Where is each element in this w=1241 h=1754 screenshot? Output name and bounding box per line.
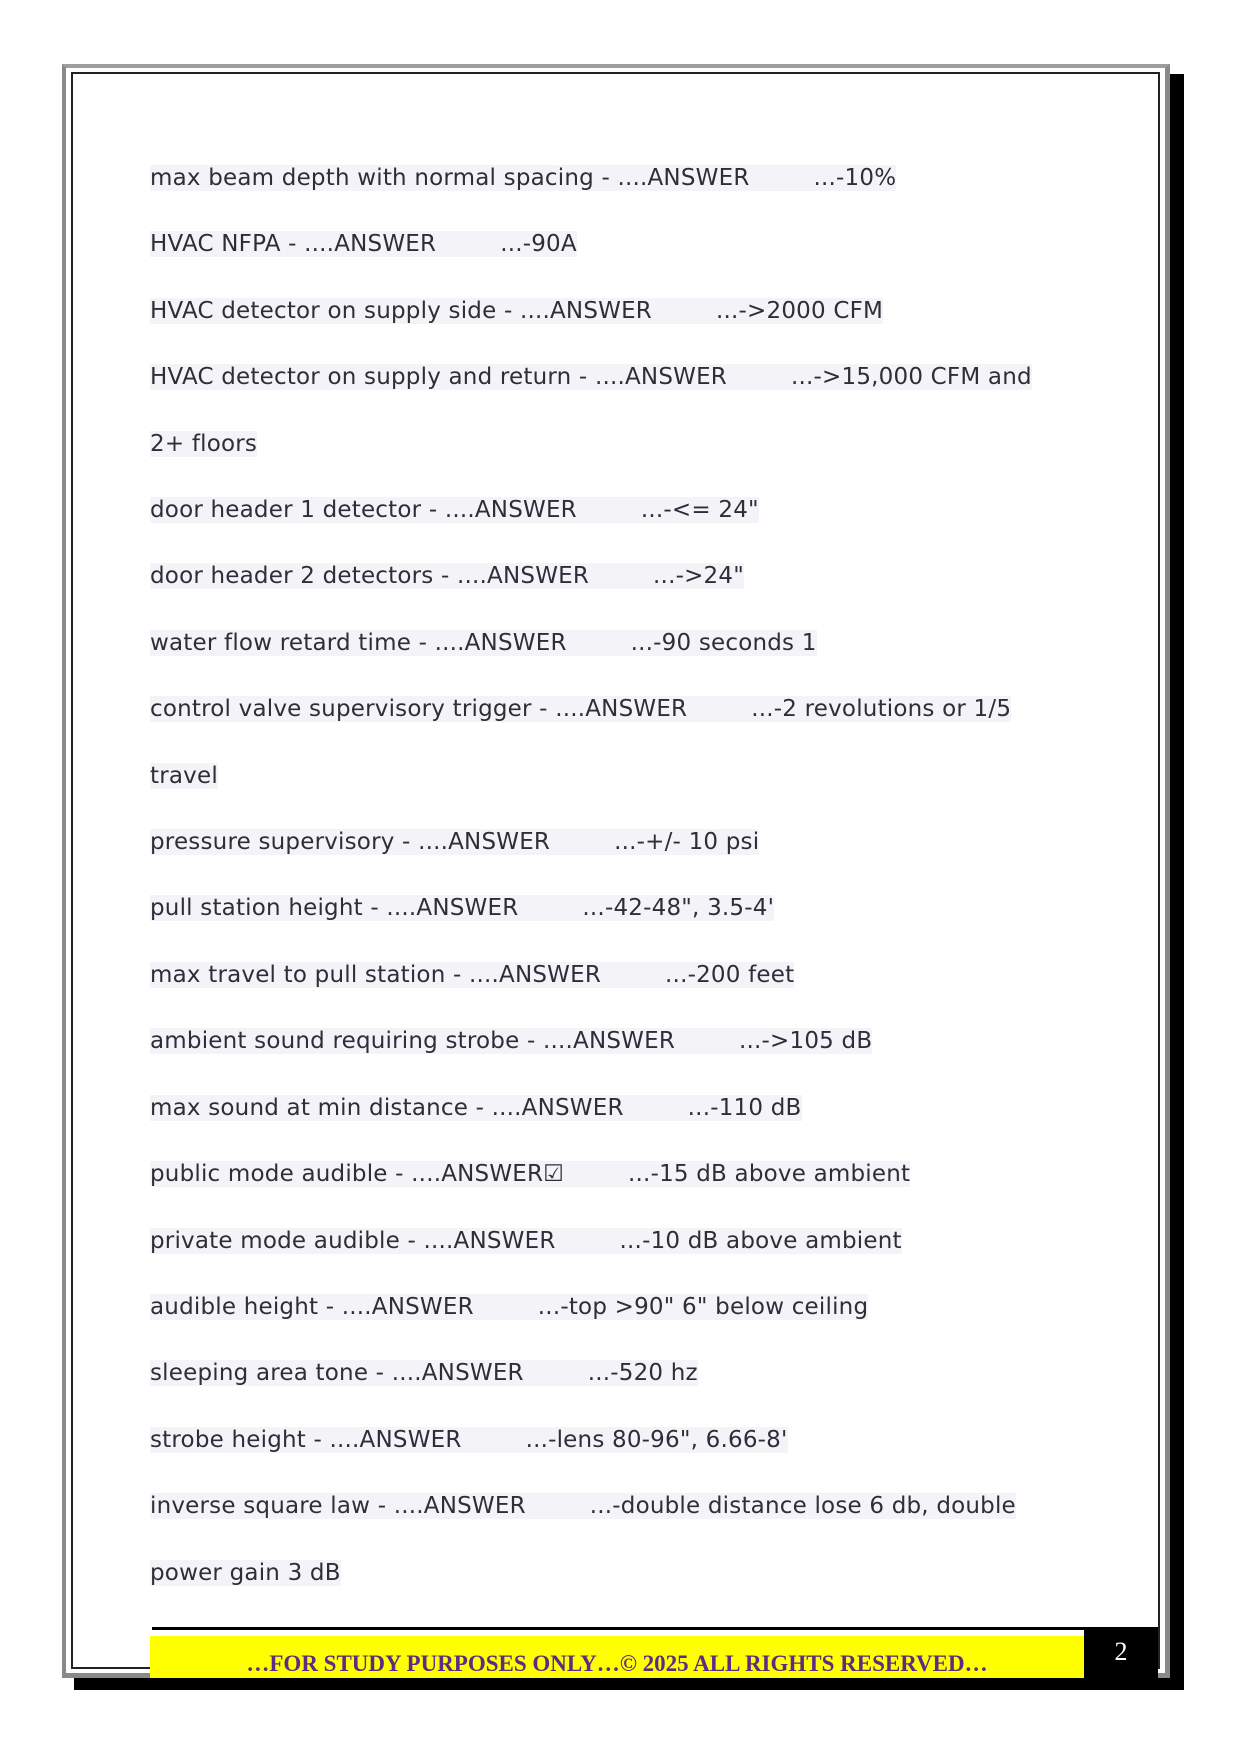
question-text: HVAC NFPA - ....ANSWER: [150, 231, 437, 258]
answer-gap: [727, 383, 791, 384]
answer-gap: [526, 1512, 590, 1513]
answer-gap: [518, 914, 582, 915]
qa-entry: [150, 809, 1070, 875]
question-text: ambient sound requiring strobe - ....ANSWER: [150, 1028, 675, 1055]
qa-entry-text: [150, 962, 794, 988]
answer-gap: [436, 250, 500, 251]
question-text: public mode audible - ....ANSWER☑: [150, 1161, 565, 1188]
answer-text: ...-top >90" 6" below ceiling: [537, 1293, 869, 1320]
answer-text: ...-lens 80-96", 6.66-8': [525, 1426, 788, 1453]
footer-banner: …FOR STUDY PURPOSES ONLY…© 2025 ALL RIGHTS RESERVED…: [150, 1636, 1084, 1678]
answer-text: ...-2 revolutions or 1/5 travel: [150, 696, 1012, 789]
question-text: pressure supervisory - ....ANSWER: [150, 829, 551, 856]
answer-text: ...-10%: [813, 165, 897, 191]
qa-entry: [150, 676, 1070, 809]
qa-entry-text: [150, 1294, 868, 1320]
question-text: strobe height - ....ANSWER: [150, 1426, 462, 1453]
qa-entry: [150, 1340, 1070, 1406]
answer-text: ...-110 dB: [687, 1094, 802, 1121]
qa-entry-text: [150, 165, 896, 191]
qa-entry-text: [150, 1493, 1016, 1585]
answer-gap: [589, 582, 653, 583]
qa-entry-text: [150, 1228, 902, 1254]
answer-text: ...-520 hz: [587, 1360, 698, 1387]
answer-gap: [652, 317, 716, 318]
answer-text: ...-10 dB above ambient: [619, 1227, 902, 1254]
qa-entry-text: [150, 630, 817, 656]
answer-text: ...->105 dB: [739, 1028, 873, 1055]
answer-gap: [624, 1114, 688, 1115]
answer-text: ...-90A: [500, 231, 577, 258]
question-text: max sound at min distance - ....ANSWER: [150, 1094, 624, 1121]
question-text: door header 2 detectors - ....ANSWER: [150, 563, 590, 590]
qa-entry: [150, 1008, 1070, 1074]
page-number: 2: [1084, 1627, 1158, 1678]
qa-entry-text: [150, 1161, 910, 1187]
answer-gap: [601, 981, 665, 982]
qa-entry-text: [150, 1095, 802, 1121]
question-text: control valve supervisory trigger - ....ANSWER: [150, 696, 688, 723]
qa-entry-text: [150, 497, 759, 523]
qa-entry: [150, 1473, 1070, 1606]
question-text: sleeping area tone - ....ANSWER: [150, 1360, 524, 1387]
answer-text: ...->24": [653, 563, 744, 590]
answer-gap: [550, 848, 614, 849]
qa-entry-text: [150, 1427, 788, 1453]
qa-entry: [150, 344, 1070, 477]
answer-text: ...->15,000 CFM and 2+ floors: [150, 364, 1032, 457]
qa-entry: [150, 211, 1070, 277]
answer-gap: [462, 1446, 526, 1447]
answer-gap: [687, 715, 751, 716]
question-text: HVAC detector on supply and return - ....ANSWER: [150, 364, 727, 391]
qa-entry: [150, 942, 1070, 1008]
footer-rule: [152, 1627, 1084, 1630]
qa-entry: [150, 1274, 1070, 1340]
question-text: HVAC detector on supply side - ....ANSWER: [150, 297, 652, 324]
question-text: max beam depth with normal spacing - ....ANSWER: [150, 165, 750, 191]
question-text: audible height - ....ANSWER: [150, 1293, 474, 1320]
answer-gap: [577, 516, 641, 517]
question-text: pull station height - ....ANSWER: [150, 895, 519, 922]
qa-entry-text: [150, 1360, 698, 1386]
answer-text: ...-<= 24": [640, 497, 759, 524]
question-text: private mode audible - ....ANSWER: [150, 1227, 556, 1254]
answer-gap: [750, 184, 814, 185]
question-text: water flow retard time - ....ANSWER: [150, 629, 567, 656]
qa-entry: [150, 610, 1070, 676]
answer-text: ...-15 dB above ambient: [628, 1161, 911, 1188]
answer-gap: [556, 1247, 620, 1248]
qa-entry-text: [150, 364, 1032, 456]
answer-text: ...-+/- 10 psi: [614, 829, 760, 856]
qa-entry-text: [150, 231, 577, 257]
answer-gap: [474, 1313, 538, 1314]
qa-entry: [150, 1141, 1070, 1207]
answer-text: ...-double distance lose 6 db, double power gain 3 dB: [150, 1493, 1016, 1586]
answer-gap: [524, 1379, 588, 1380]
qa-entry: [150, 1208, 1070, 1274]
qa-entry: [150, 1075, 1070, 1141]
qa-entry-text: [150, 563, 744, 589]
qa-entry: [150, 278, 1070, 344]
question-text: door header 1 detector - ....ANSWER: [150, 497, 577, 524]
qa-entry-text: [150, 298, 883, 324]
qa-list: [150, 145, 1070, 1606]
qa-entry: [150, 145, 1070, 211]
answer-text: ...-90 seconds 1: [630, 629, 817, 656]
answer-text: ...-42-48", 3.5-4': [582, 895, 775, 922]
qa-entry: [150, 477, 1070, 543]
answer-gap: [675, 1047, 739, 1048]
answer-gap: [564, 1180, 628, 1181]
qa-entry-text: [150, 696, 1011, 788]
qa-entry-text: [150, 1028, 872, 1054]
qa-entry: [150, 875, 1070, 941]
answer-text: ...-200 feet: [665, 961, 795, 988]
qa-entry: [150, 543, 1070, 609]
question-text: inverse square law - ....ANSWER: [150, 1493, 526, 1520]
qa-entry-text: [150, 829, 759, 855]
answer-text: ...->2000 CFM: [716, 297, 884, 324]
qa-entry-text: [150, 895, 774, 921]
answer-gap: [567, 649, 631, 650]
qa-entry: [150, 1407, 1070, 1473]
question-text: max travel to pull station - ....ANSWER: [150, 961, 602, 988]
